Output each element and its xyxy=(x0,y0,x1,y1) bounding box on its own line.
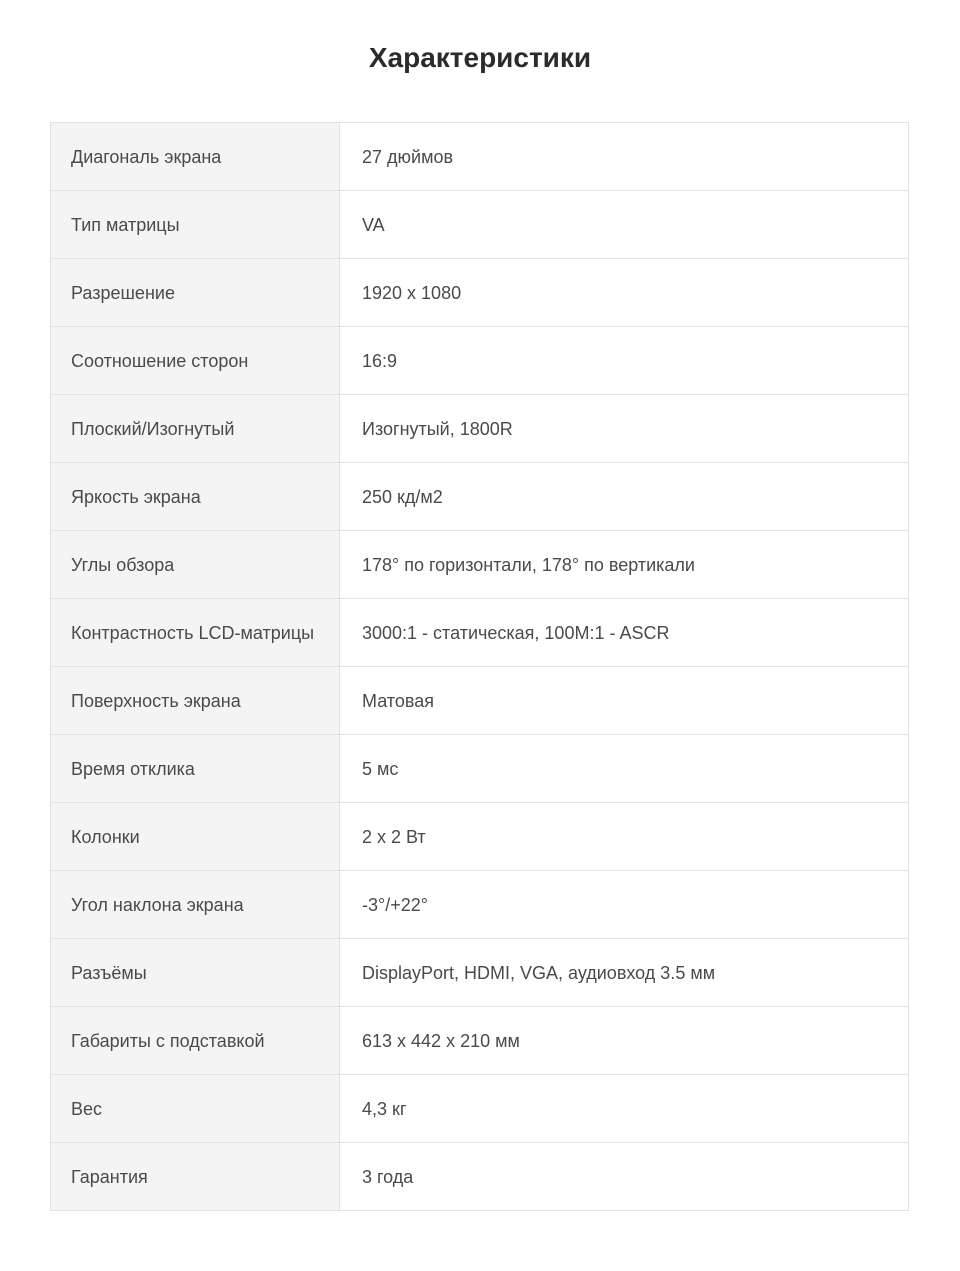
spec-label: Гарантия xyxy=(51,1143,340,1211)
table-row xyxy=(51,871,909,939)
spec-label: Вес xyxy=(51,1075,340,1143)
table-row xyxy=(51,1007,909,1075)
spec-label: Разрешение xyxy=(51,259,340,327)
table-row xyxy=(51,939,909,1007)
table-row xyxy=(51,667,909,735)
table-row xyxy=(51,803,909,871)
table-row xyxy=(51,191,909,259)
spec-label: Тип матрицы xyxy=(51,191,340,259)
spec-label: Углы обзора xyxy=(51,531,340,599)
spec-value: 2 x 2 Вт xyxy=(340,803,909,871)
spec-value: 3000:1 - статическая, 100M:1 - ASCR xyxy=(340,599,909,667)
table-row xyxy=(51,395,909,463)
spec-value: 27 дюймов xyxy=(340,123,909,191)
spec-value: DisplayPort, HDMI, VGA, аудиовход 3.5 мм xyxy=(340,939,909,1007)
spec-label: Колонки xyxy=(51,803,340,871)
spec-label: Поверхность экрана xyxy=(51,667,340,735)
spec-label: Угол наклона экрана xyxy=(51,871,340,939)
table-row xyxy=(51,735,909,803)
table-row xyxy=(51,531,909,599)
spec-label: Габариты с подставкой xyxy=(51,1007,340,1075)
spec-value: Изогнутый, 1800R xyxy=(340,395,909,463)
page-title: Характеристики xyxy=(368,42,592,73)
spec-value: VA xyxy=(340,191,909,259)
spec-label: Яркость экрана xyxy=(51,463,340,531)
spec-value: 178° по горизонтали, 178° по вертикали xyxy=(340,531,909,599)
spec-value: Матовая xyxy=(340,667,909,735)
table-row xyxy=(51,123,909,191)
spec-table xyxy=(50,122,909,1211)
spec-value: 250 кд/м2 xyxy=(340,463,909,531)
spec-label: Плоский/Изогнутый xyxy=(51,395,340,463)
spec-value: 613 x 442 x 210 мм xyxy=(340,1007,909,1075)
spec-value: 5 мс xyxy=(340,735,909,803)
table-row xyxy=(51,599,909,667)
spec-value: -3°/+22° xyxy=(340,871,909,939)
spec-label: Время отклика xyxy=(51,735,340,803)
table-row xyxy=(51,1143,909,1211)
spec-value: 16:9 xyxy=(340,327,909,395)
table-row xyxy=(51,327,909,395)
spec-label: Диагональ экрана xyxy=(51,123,340,191)
table-row xyxy=(51,463,909,531)
spec-label: Соотношение сторон xyxy=(51,327,340,395)
table-row xyxy=(51,259,909,327)
spec-label: Контрастность LCD-матрицы xyxy=(51,599,340,667)
spec-value: 1920 x 1080 xyxy=(340,259,909,327)
table-row xyxy=(51,1075,909,1143)
spec-value: 3 года xyxy=(340,1143,909,1211)
spec-value: 4,3 кг xyxy=(340,1075,909,1143)
spec-label: Разъёмы xyxy=(51,939,340,1007)
